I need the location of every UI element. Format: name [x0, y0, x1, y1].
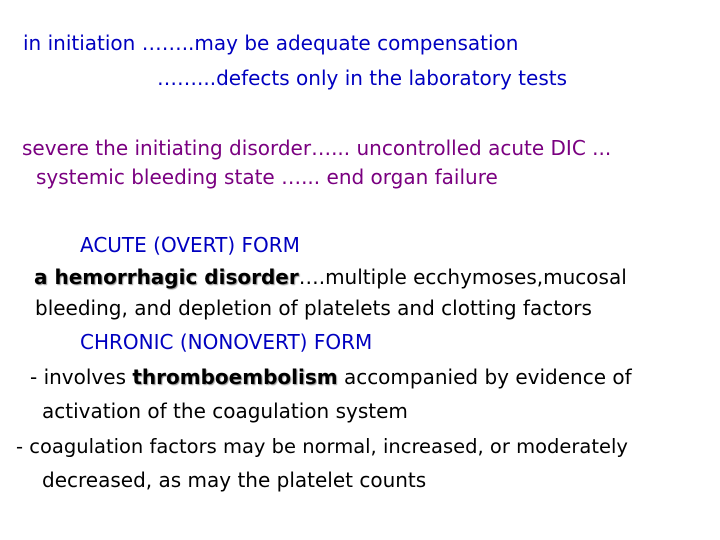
p2-line2: systemic bleeding state …... end organ failure	[36, 165, 498, 189]
chronic-bullet1-line2: activation of the coagulation system	[42, 399, 408, 423]
acute-heading: ACUTE (OVERT) FORM	[80, 233, 300, 257]
p2-line1: severe the initiating disorder…... uncontrolled acute DIC ...	[22, 136, 612, 160]
p1-line2: ……...defects only in the laboratory tests	[157, 66, 568, 90]
chronic-bullet2-line2: decreased, as may the platelet counts	[42, 468, 427, 492]
chronic-bullet2-line1: - coagulation factors may be normal, increased, or moderately	[16, 435, 628, 458]
acute-line2: bleeding, and depletion of platelets and clotting factors	[35, 296, 592, 320]
chronic-bullet1-line1	[30, 365, 632, 389]
acute-line1-rest: ….multiple ecchymoses,mucosal	[298, 265, 627, 289]
acute-line1	[34, 265, 627, 289]
chronic-heading: CHRONIC (NONOVERT) FORM	[80, 330, 373, 354]
chronic-b1-term: thromboembolism	[132, 365, 338, 389]
acute-term: a hemorrhagic disorder	[34, 265, 299, 289]
chronic-b1-rest: accompanied by evidence of	[343, 365, 632, 389]
p1-line1: in initiation ……..may be adequate compensation	[23, 31, 519, 55]
chronic-b1-prefix: - involves	[30, 365, 126, 389]
